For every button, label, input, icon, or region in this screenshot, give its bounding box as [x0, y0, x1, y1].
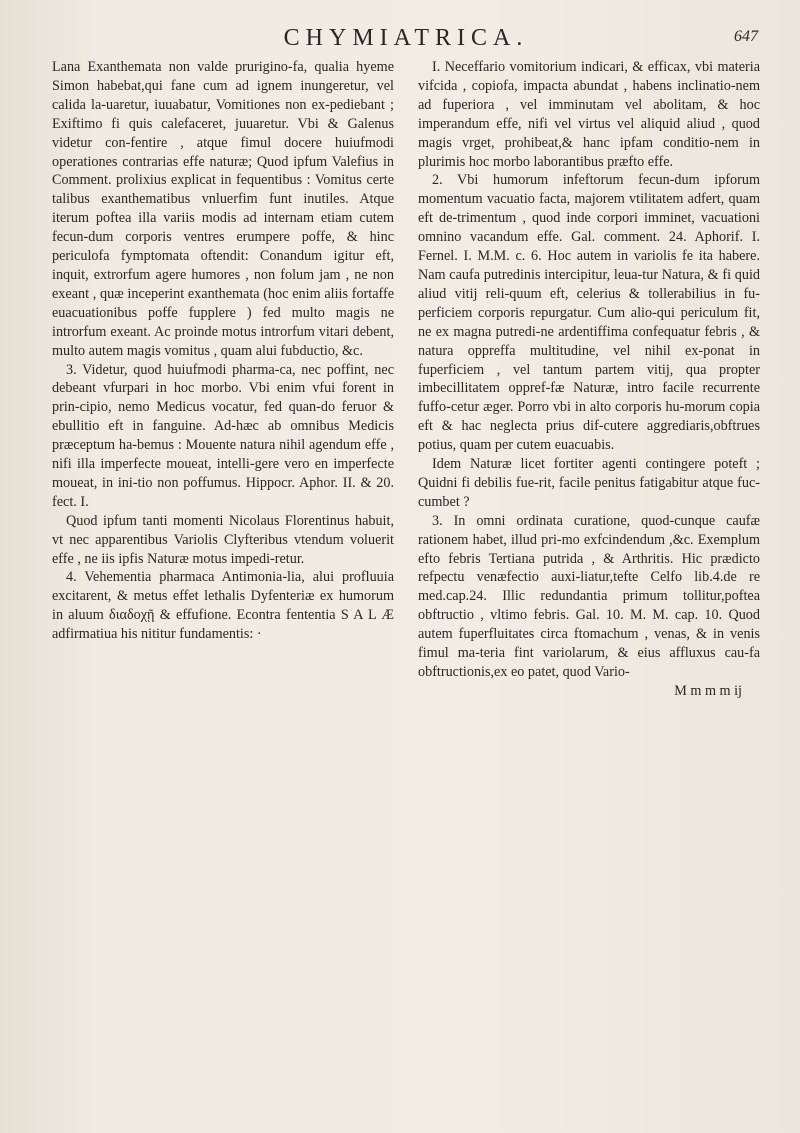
paragraph: 3. Videtur, quod huiufmodi pharma-ca, nec poffint, nec debeant vfurpari in hoc morbo. Vbi enim vfui forent in prin-cipio, nemo Medicus vocatur, fed quan-do feruor & ebullitio eft in fanguine. Ad-hæc ab omnibus Medicis præceptum ha-bemus : Mouente natura nihil agendum effe , nifi illa imperfecte moueat, intelli-gere vero en imperfecte moueat, in ini-tio non poffumus. Hippocr. Aphor. II. & 20. fect. I.: [52, 361, 394, 510]
paragraph: 2. Vbi humorum infeftorum fecun-dum ipforum momentum vacuatio facta, majorem vtilitatem adfert, quam eft de-trimentum , quod inde corpori imminet, vacuationi omnino vacandum effe. Gal. comment. 24. Aphorif. I. Fernel. I. M.M. c. 6. Hoc autem in variolis fe ita habere. Nam caufa putredinis intercipitur, leua-tur Natura, & fi quid aliud vitij reli-quum eft, celerius & tollerabilius in fu-perficiem corporis repurgatur. Cum alio-qui periculum fit, ne ex magna putredi-ne ardentiffima confequatur febris , & natura oppreffa multitudine, vel nihil ex-ponat in fuperficiem , vel tantum partem vitij, qua propter imbecillitatem oppref-fæ Naturæ, intro facile recurrente fuffo-cetur æger. Porro vbi in alto corporis hu-morum copia eft & hac neglecta prius dif-cutere aggrediaris,obftrues potius, quam per cutem euacuabis.: [418, 172, 760, 454]
left-column: [52, 58, 394, 701]
paragraph: Idem Naturæ licet fortiter agenti contingere poteft ; Quidni fi debilis fue-rit, facile penitus fatigabitur atque fuc-cumbet ?: [418, 456, 760, 510]
text-columns: [52, 58, 760, 701]
paragraph: 4. Vehementia pharmaca Antimonia-lia, alui profluuia excitarent, & metus effet lethalis Dyfenteriæ ex humorum in aluum διαδοχῇ & effufione. Econtra fententia S A L Æ adfirmatiua his nititur fundamentis: ·: [52, 569, 394, 643]
page-number: 647: [734, 28, 758, 45]
right-column: [418, 58, 760, 701]
page-header: [52, 22, 760, 58]
paragraph: Quod ipfum tanti momenti Nicolaus Florentinus habuit, vt nec apparentibus Variolis Clyfteribus vtendum voluerit effe , ne iis ipfis Naturæ motus impedi-retur.: [52, 512, 394, 567]
signature-mark: M m m m ij: [674, 682, 742, 699]
paragraph: Lana Exanthemata non valde prurigino-fa, qualia hyeme Simon habebat,qui fane cum ad ignem inungeretur, vel calida la-uaretur, iuuabatur, Vomitiones non ex-pediebant ; Exiftimo fi quis calefaceret, juuaretur. Vbi & Galenus videtur con-fentire , atque fimul docere huiufmodi operationes contrarias effe naturæ; Quod ipfum Valefius in Comment. prolixius explicat in fequentibus : Vomitus certe talibus exanthematibus vnluerfim funt inutiles. Atque iterum poftea illa variis modis ad internam etiam cutem fecun-dum corporis ventres erumpere poffe, & hinc periculofa fymptomata oftendit: Conandum igitur eft, inquit, extrorfum agere humores , non folum jam , ne non exeant , quæ inceperint exanthemata (hoc enim aliis fortaffe euacuationibus poffe fupplere ) fed multo magis ne introrfum exeant. Ac proinde motus introrfum vitari debent, multo autem magis vomitus , quam alui fubductio, &c.: [52, 59, 394, 359]
paragraph: 3. In omni ordinata curatione, quod-cunque caufæ rationem habet, illud pri-mo exfcindendum ,&c. Exemplum efto febris Tertiana putrida , & Arthritis. Hic prædicto refpectu venæfectio auxi-liatur,tefte Celfo lib.4.de re med.cap.24. Illic redundantia primum tollitur,poftea obftructio , vltimo febris. Gal. 10. M. M. cap. 10. Quod autem fuperfluitates circa ftomachum , venas, & in venis fimul ma-teria fint variolarum, & eius affluxus cau-fa obftructionis,ex eo patet, quod Vario-: [418, 512, 760, 680]
paragraph: I. Neceffario vomitorium indicari, & efficax, vbi materia vifcida , copiofa, impacta abundat , habens inclinatio-nem ad fuperiora , vel imminutam vel abolitam, & hoc imperandum effe, nifi vel virtus vel aliquid aliud , quod magis vrget, prohibeat,& hanc ipfam conditio-nem in plurimis hoc morbo laborantibus præfto effe.: [418, 59, 760, 170]
running-title: CHYMIATRICA.: [283, 25, 529, 51]
